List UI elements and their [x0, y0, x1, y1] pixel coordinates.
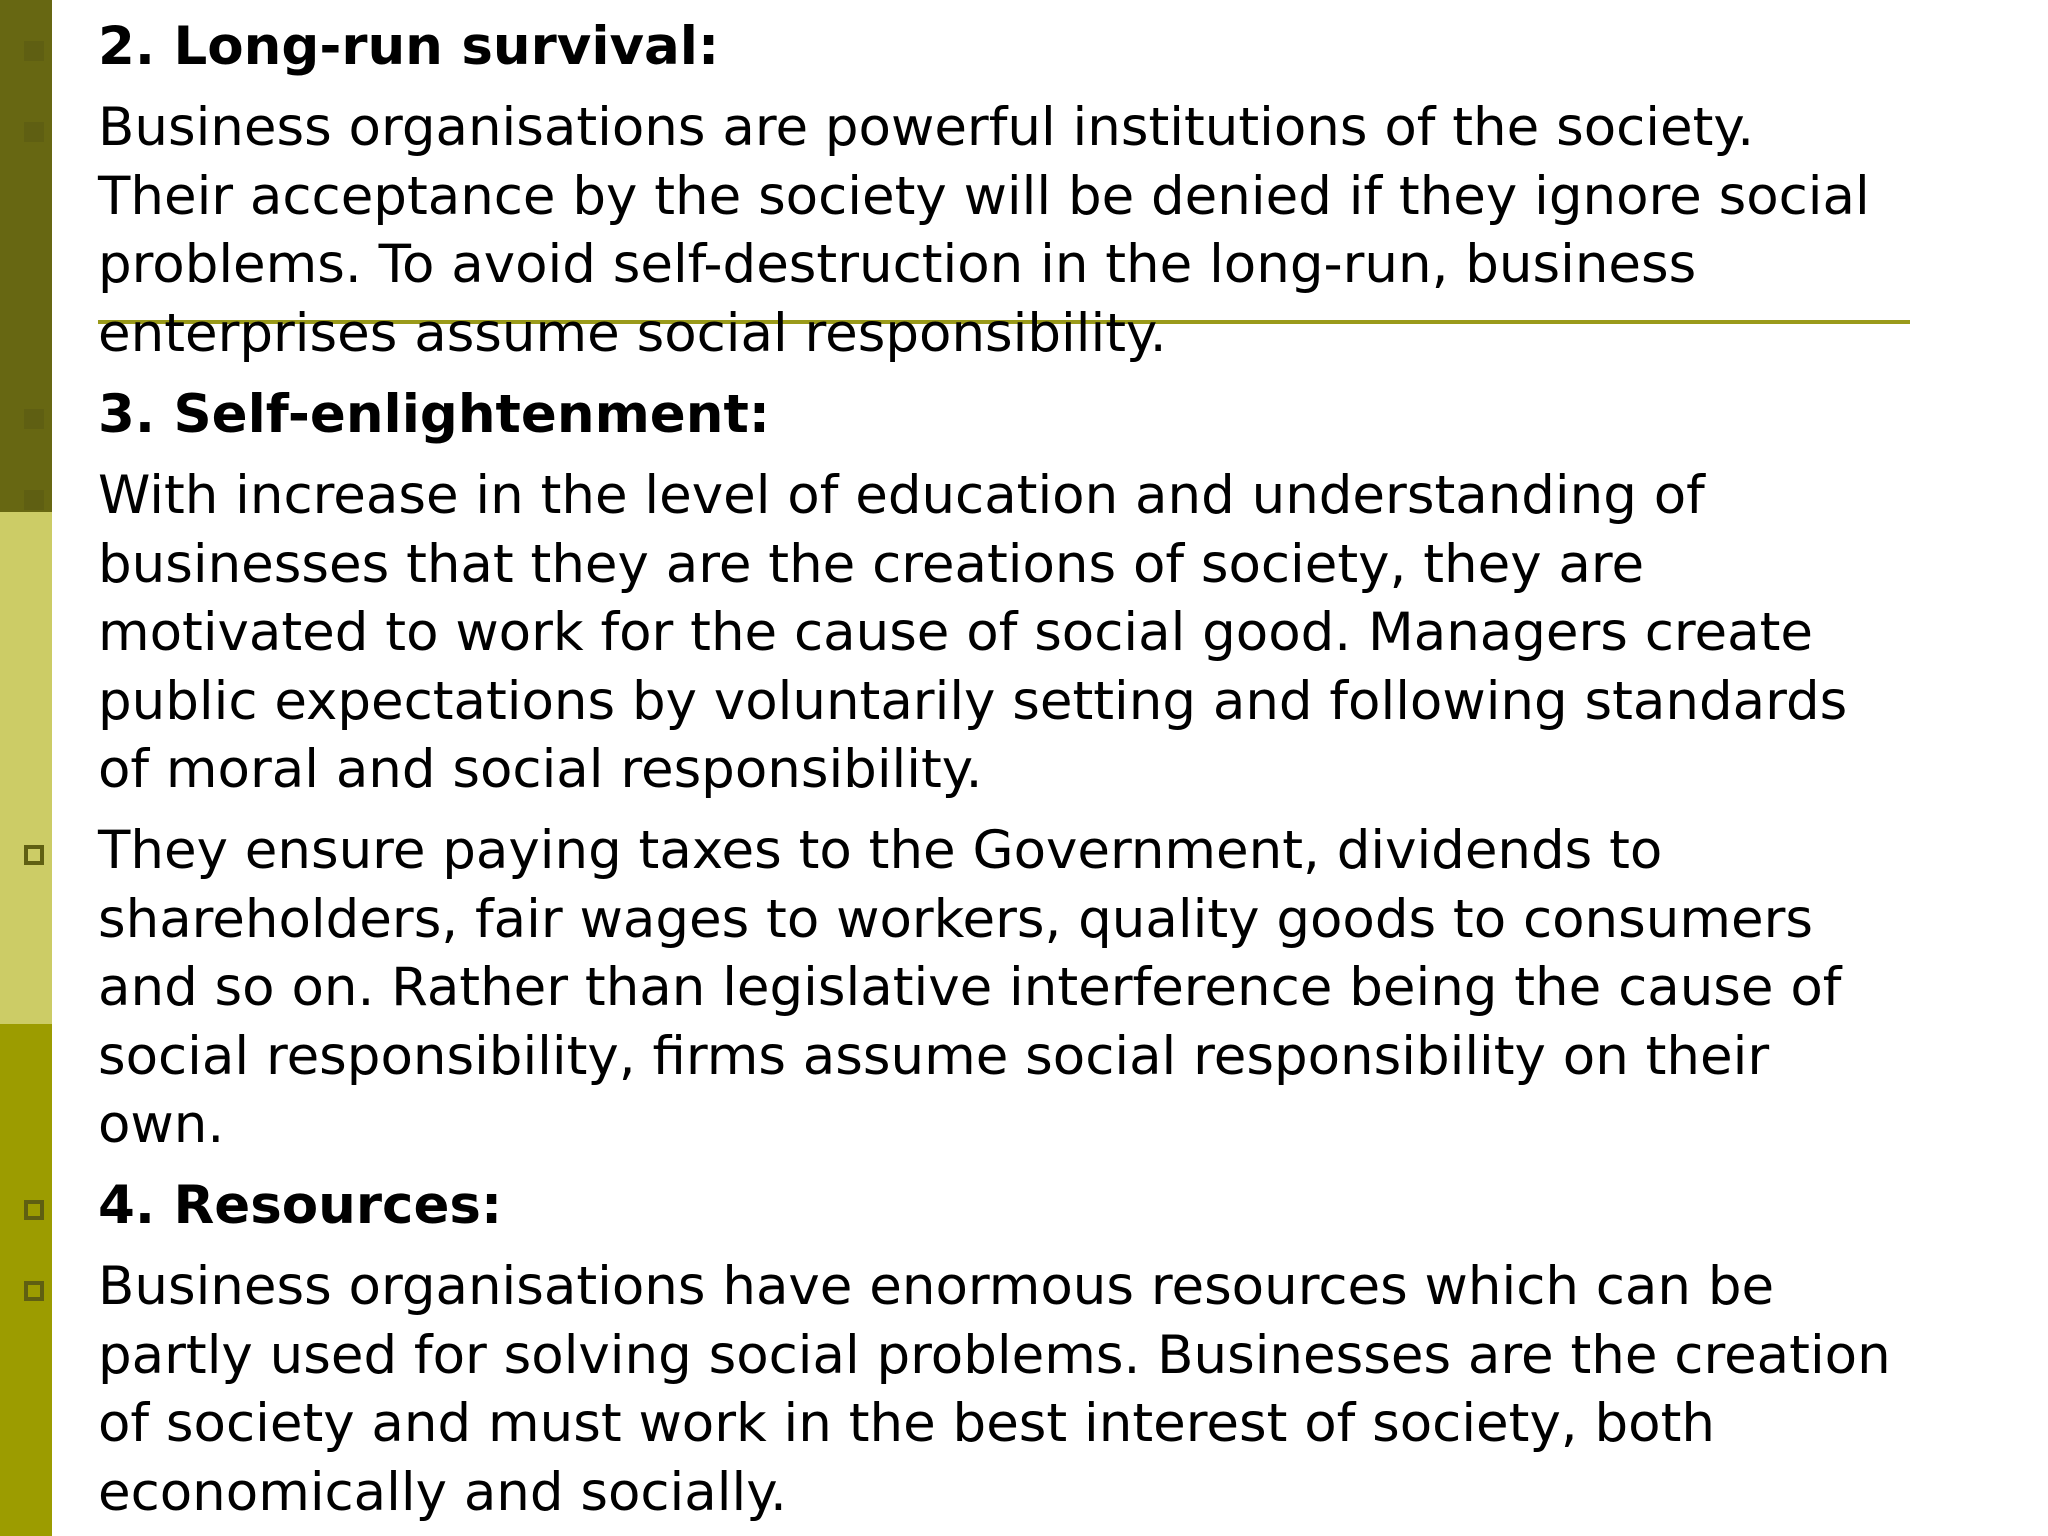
- sidebar-band-olive: [0, 1024, 52, 1536]
- hollow-square-bullet-icon: [24, 1281, 44, 1301]
- sidebar-band-dark: [0, 0, 52, 512]
- sidebar-band-light: [0, 512, 52, 1024]
- hollow-square-bullet-icon: [24, 490, 44, 510]
- section-heading-self-enlightenment: 3. Self-enlightenment:: [98, 384, 770, 445]
- paragraph-self-enlightenment: With increase in the level of education and understanding of businesses that they are the creations of society, they are motivated to work for the cause of social good. Managers create public expectations by voluntarily setting and following standards of moral and social responsibility.: [98, 465, 1848, 800]
- hollow-square-bullet-icon: [24, 409, 44, 429]
- section-heading-long-run-survival: 2. Long-run survival:: [98, 16, 720, 77]
- hollow-square-bullet-icon: [24, 845, 44, 865]
- hollow-square-bullet-icon: [24, 41, 44, 61]
- hollow-square-bullet-icon: [24, 122, 44, 142]
- paragraph-resources: Business organisations have enormous resources which can be partly used for solving social problems. Businesses are the creation of society and must work in the best interest of society, both economically and socially.: [98, 1256, 1891, 1523]
- section-heading-resources: 4. Resources:: [98, 1175, 503, 1236]
- paragraph-taxes-and-dividends: They ensure paying taxes to the Government, dividends to shareholders, fair wages to workers, quality goods to consumers and so on. Rather than legislative interference being the cause of social responsibility, firms assume social responsibility on their own.: [98, 820, 1842, 1155]
- paragraph-long-run-survival: Business organisations are powerful institutions of the society. Their acceptance by the society will be denied if they ignore social problems. To avoid self-destruction in the long-run, business enterprises assume social responsibility.: [98, 97, 1870, 364]
- decorative-sidebar: [0, 0, 52, 1536]
- hollow-square-bullet-icon: [24, 1200, 44, 1220]
